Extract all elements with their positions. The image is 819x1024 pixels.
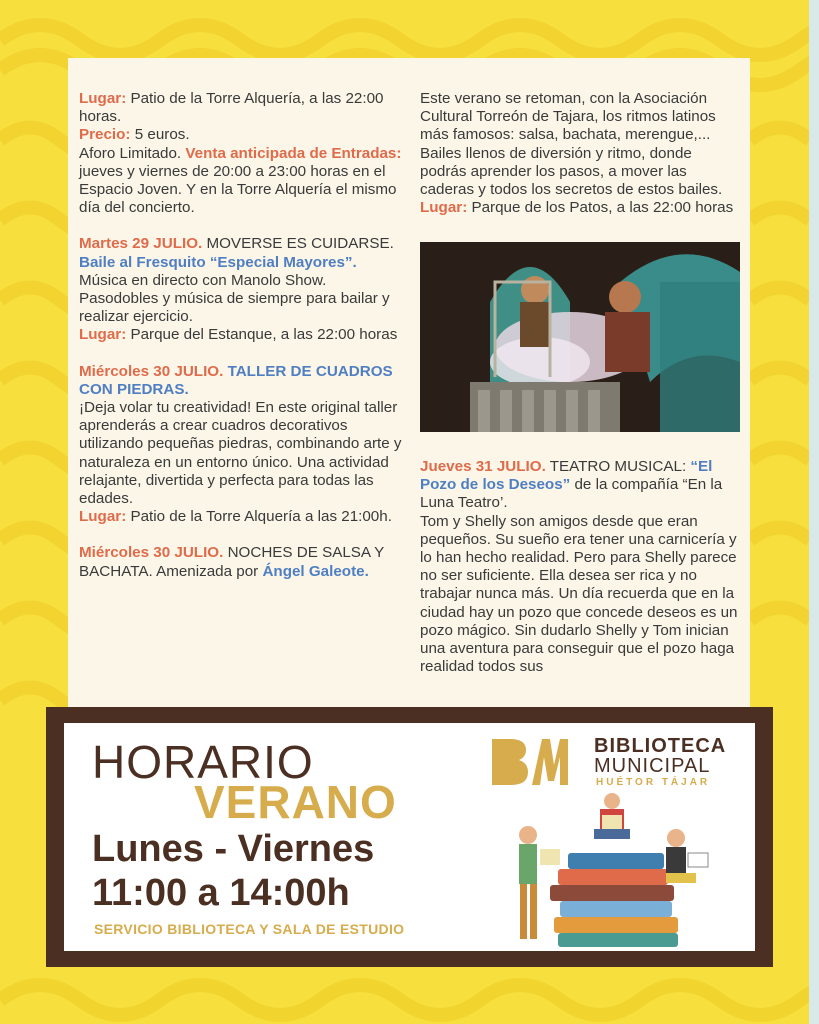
event-highlight: “El Pozo de los Deseos” [420, 458, 713, 494]
concert-details [79, 90, 409, 217]
right-column-bottom [420, 458, 740, 676]
library-name-line1: BIBLIOTECA [594, 735, 727, 757]
label-lugar: Lugar: [420, 199, 468, 217]
event-baile-fresquito [79, 235, 409, 344]
theatre-photo [420, 242, 740, 432]
library-location: HUÉTOR TÁJAR [596, 777, 711, 788]
label-lugar: Lugar: [79, 326, 127, 344]
schedule-title-verano: VERANO [194, 776, 397, 828]
right-edge-strip [809, 0, 819, 1024]
lugar-text: Parque de los Patos, a las 22:00 horas [467, 199, 734, 217]
schedule-card [64, 723, 755, 951]
event-company: de la compañía “En la Luna Teatro’. [420, 476, 723, 512]
right-column-top [420, 90, 740, 217]
event-date: Miércoles 30 JULIO. [79, 544, 224, 562]
lugar-text: Parque del Estanque, a las 22:00 horas [126, 326, 398, 344]
event-title: NOCHES DE SALSA Y BACHATA. Amenizada por [79, 544, 385, 580]
schedule-hours: 11:00 a 14:00h [92, 872, 350, 914]
label-lugar: Lugar: [79, 508, 127, 526]
venta-text: jueves y viernes de 20:00 a 23:00 horas en el Espacio Joven. Y en la Torre Alquería el mismo día del concierto. [79, 162, 397, 217]
event-title: TALLER DE CUADROS CON PIEDRAS. [79, 362, 393, 398]
reading-people-illustration [488, 793, 718, 949]
left-column [79, 90, 409, 599]
salsa-description: Este verano se retoman, con la Asociación Cultural Torreón de Tajara, los ritmos latinos más famosos: salsa, bachata, merengue,... Bailes llenos de diversión y ritmo, donde podrás aprender los pasos, a mover las caderas y todos los secretos de estos bailes. [420, 90, 723, 199]
event-title: TEATRO MUSICAL: [545, 458, 691, 475]
schedule-days: Lunes - Viernes [92, 828, 375, 870]
event-date: Miércoles 30 JULIO. [79, 362, 224, 380]
event-highlight: Ángel Galeote. [262, 562, 369, 580]
event-date: Martes 29 JULIO. [79, 235, 203, 253]
lugar-text: Patio de la Torre Alquería, a las 22:00 horas. [79, 90, 384, 126]
event-description: Tom y Shelly son amigos desde que eran pequeños. Su sueño era tener una carnicería y lo han hecho realidad. Pero para Shelly parece no ser suficiente. Ella desea ser rica y no trabajar nunca más. Un día recuerda que en la ciudad hay un pozo que concede deseos es un pozo mágico. Sin dudarlo Shelly y Tom inician una aventura para conseguir que el pozo haga realidad todos sus [420, 512, 738, 676]
events-panel [68, 58, 750, 708]
event-salsa-bachata [79, 544, 409, 580]
event-description: ¡Deja volar tu creatividad! En este original taller aprenderás a crear cuadros decorativos utilizando pequeñas piedras, combinando arte y naturaleza en un entorno único. Una actividad relajante, divertida y perfecta para todas las edades. [79, 399, 402, 508]
label-precio: Precio: [79, 126, 131, 144]
library-logo-icon [490, 735, 570, 787]
aforo-text: Aforo Limitado. [79, 144, 186, 162]
library-name-line2: MUNICIPAL [594, 755, 711, 777]
event-title: MOVERSE ES CUIDARSE. [202, 235, 394, 253]
lugar-text: Patio de la Torre Alquería a las 21:00h. [126, 508, 392, 526]
label-lugar: Lugar: [79, 90, 127, 107]
precio-text: 5 euros. [130, 126, 190, 144]
event-taller-cuadros [79, 363, 409, 527]
schedule-title-horario: HORARIO [92, 736, 314, 788]
schedule-service: SERVICIO BIBLIOTECA Y SALA DE ESTUDIO [94, 921, 405, 937]
event-date: Jueves 31 JULIO. [420, 458, 546, 475]
event-highlight: Baile al Fresquito “Especial Mayores”. [79, 253, 357, 271]
event-description: Música en directo con Manolo Show. Pasodobles y música de siempre para bailar y realizar ejercicio. [79, 271, 390, 326]
label-venta: Venta anticipada de Entradas: [185, 144, 402, 162]
schedule-box [46, 707, 773, 967]
